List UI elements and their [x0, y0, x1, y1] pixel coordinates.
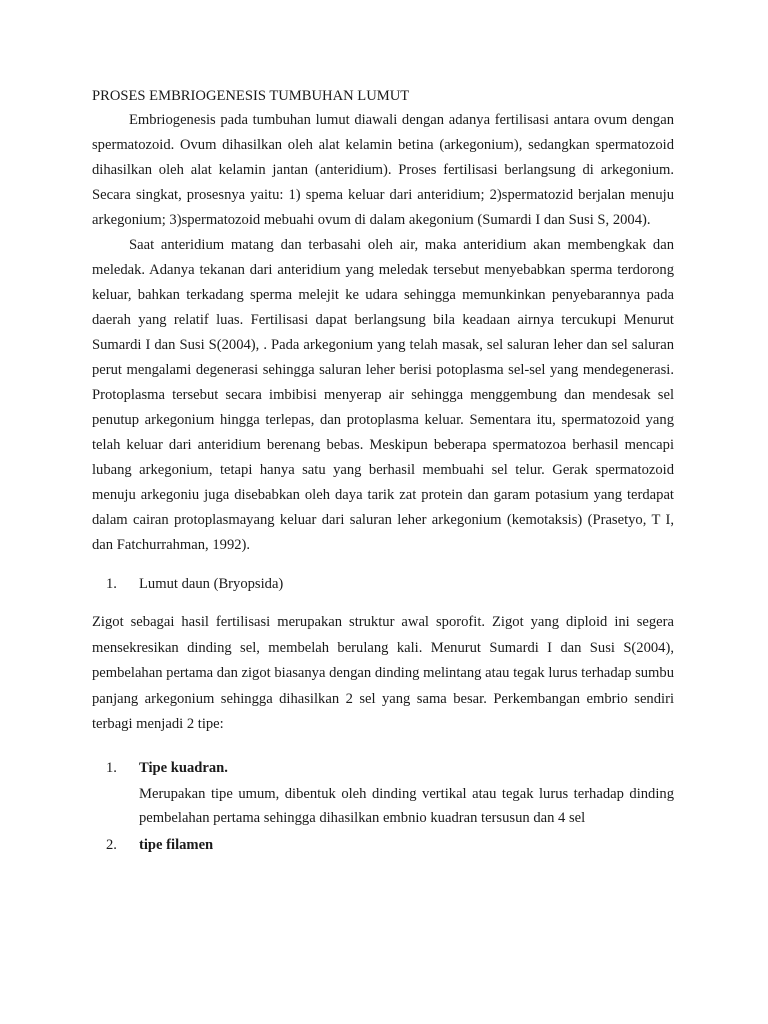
paragraph-zigot: Zigot sebagai hasil fertilisasi merupakan struktur awal sporofit. Zigot yang diploid ini segera mensekresikan dinding sel, membelah berulang kali. Menurut Sumardi I dan Susi S(2004), pembelahan pertama dan zigot biasanya dengan dinding melintang atau tegak lurus terhadap sumbu panjang arkegonium sehingga dihasilkan 2 sel yang sama besar. Perkembangan embrio sendiri terbagi menjadi 2 tipe: — [92, 614, 674, 732]
list-item — [92, 756, 674, 830]
paragraph-anteridium: Saat anteridium matang dan terbasahi oleh air, maka anteridium akan membengkak dan meledak. Adanya tekanan dari anteridium yang meledak tersebut menyebabkan sperma terdorong keluar, bahkan terkadang sperma melejit ke udara sehingga memunkinkan penyebarannya pada daerah yang relatif luas. Fertilisasi dapat berlangsung bila keadaan airnya tercukupi Menurut Sumardi I dan Susi S(2004), . Pada arkegonium yang telah masak, sel saluran leher dan sel saluran perut mengalami degenerasi sehingga saluran leher berisi potoplasma sel-sel yang mendegenerasi. Protoplasma tersebut secara imbibisi menyerap air sehingga menggembung dan mendesak sel penutup arkegonium hingga terlepas, dan protoplasma keluar. Sementara itu, spermatozoid yang telah keluar dari anteridium berenang bebas. Meskipun beberapa spermatozoa berhasil mencapi lubang arkegonium, tetapi hanya satu yang berhasil membuahi sel telur. Gerak spermatozoid menuju arkegoniu juga disebabkan oleh daya tarik zat protein dan garam potasium yang terdapat dalam cairan protoplasmayang keluar dari saluran leher arkegonium (kemotaksis) (Prasetyo, T I, dan Fatchurrahman, 1992). — [92, 237, 674, 553]
type-description: Merupakan tipe umum, dibentuk oleh dinding vertikal atau tegak lurus terhadap dinding pembelahan pertama sehingga dihasilkan embnio kuadran tersusun dan 4 sel — [139, 785, 674, 826]
section-list — [92, 572, 674, 596]
list-label: Lumut daun (Bryopsida) — [139, 576, 284, 592]
type-heading: tipe filamen — [139, 836, 214, 853]
list-number: 1. — [106, 759, 117, 776]
paragraph-fertilisasi: Embriogenesis pada tumbuhan lumut diawali dengan adanya fertilisasi antara ovum dengan spermatozoid. Ovum dihasilkan oleh alat kelamin betina (arkegonium), sedangkan spermatozoid dihasilkan oleh alat kelamin jantan (anteridium). Proses fertilisasi berlangsung di arkegonium. Secara singkat, prosesnya yaitu: 1) spema keluar dari anteridium; 2)spermatozid berjalan menuju arkegonium; 3)spermatozoid mebuahi ovum di dalam akegonium (Sumardi I dan Susi S, 2004). — [92, 112, 674, 228]
document-title: PROSES EMBRIOGENESIS TUMBUHAN LUMUT — [92, 88, 410, 104]
embryo-type-list — [92, 756, 674, 857]
list-item — [92, 833, 674, 857]
document-page — [92, 84, 674, 857]
list-number: 2. — [106, 836, 117, 853]
list-number: 1. — [106, 576, 117, 592]
list-item — [92, 572, 674, 596]
type-heading: Tipe kuadran. — [139, 759, 228, 776]
